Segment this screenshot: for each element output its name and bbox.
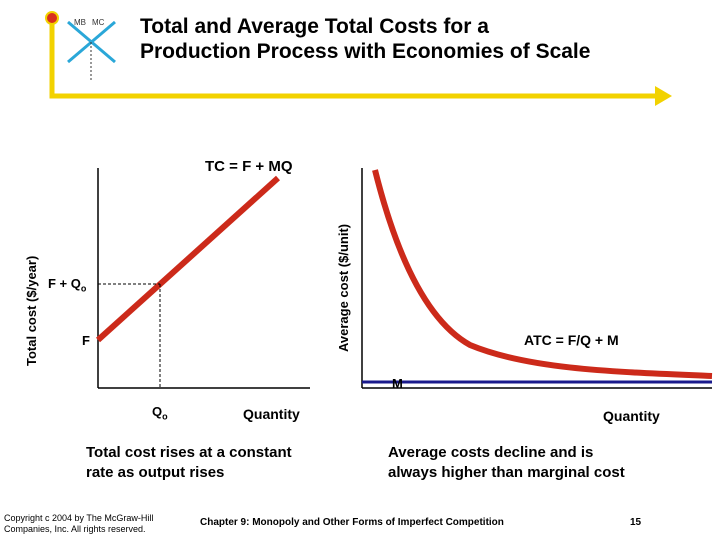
f-intercept-label: F (82, 333, 90, 348)
left-x-axis-label: Quantity (243, 406, 300, 422)
header-frame-arrowhead (655, 86, 672, 106)
tc-curve (98, 178, 278, 340)
left-caption-line-1: Total cost rises at a constant (86, 444, 292, 461)
slide-title (140, 14, 700, 64)
atc-curve-label: ATC = F/Q + M (524, 332, 619, 348)
title-line-1: Total and Average Total Costs for a (140, 15, 489, 38)
page-number: 15 (630, 517, 642, 528)
right-caption-line-2: always higher than marginal cost (388, 464, 625, 481)
fq-level-label (48, 276, 86, 294)
copyright-line-1: Copyright c 2004 by The McGraw-Hill (4, 513, 154, 523)
mc-label: M (392, 376, 403, 391)
fq-level-label-sub: o (80, 283, 87, 294)
left-caption-line-2: rate as output rises (86, 464, 225, 481)
right-y-axis-label: Average cost ($/unit) (336, 223, 351, 352)
logo-dot (46, 12, 58, 24)
right-x-axis-label: Quantity (603, 408, 660, 424)
right-caption-line-1: Average costs decline and is (388, 444, 594, 461)
left-y-axis-label: Total cost ($/year) (24, 255, 39, 366)
right-caption (388, 443, 625, 483)
copyright-line-2: Companies, Inc. All rights reserved. (4, 524, 146, 534)
logo-mb-label: MB (74, 18, 86, 27)
chapter-label: Chapter 9: Monopoly and Other Forms of Imperfect Competition (200, 517, 504, 528)
q0-marker-main: Q (152, 404, 163, 419)
fq-level-label-main: F + Q (48, 276, 81, 291)
q0-marker-label (152, 404, 168, 422)
tc-curve-label: TC = F + MQ (205, 158, 293, 175)
left-caption (86, 443, 292, 483)
copyright-notice (4, 513, 153, 535)
title-line-2: Production Process with Economies of Scale (140, 40, 591, 63)
q0-marker-sub: o (162, 411, 168, 422)
logo-mc-label: MC (92, 18, 105, 27)
